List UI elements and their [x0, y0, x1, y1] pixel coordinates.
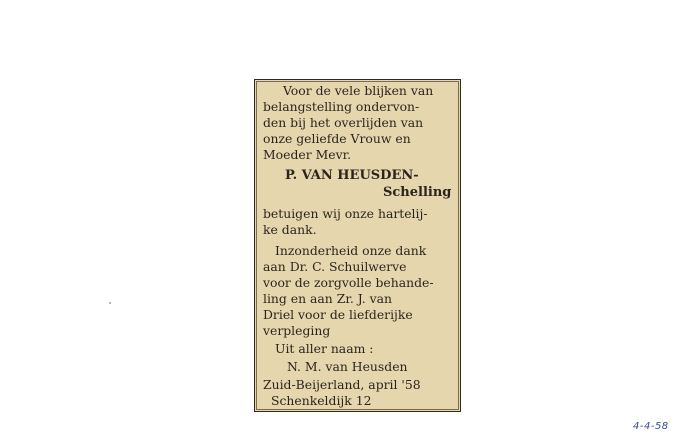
text-line: betuigen wij onze hartelij-: [263, 206, 428, 221]
text-line: onze geliefde Vrouw en: [263, 131, 411, 146]
deceased-name: P. VAN HEUSDEN-: [285, 168, 419, 183]
place-date: Zuid-Beijerland, april '58: [263, 377, 421, 392]
handwritten-date: 4-4-58: [633, 421, 669, 432]
text-line: belangstelling ondervon-: [263, 99, 420, 114]
text-line: aan Dr. C. Schuilwerve: [263, 259, 407, 274]
text-line: ke dank.: [263, 222, 317, 237]
text-line: Inzonderheid onze dank: [275, 243, 427, 258]
signatory-name: N. M. van Heusden: [287, 359, 408, 374]
text-line: voor de zorgvolle behande-: [263, 275, 434, 290]
scan-speck: [109, 302, 111, 304]
text-line: den bij het overlijden van: [263, 115, 424, 130]
newspaper-clipping: [254, 79, 461, 412]
text-line: Voor de vele blijken van: [283, 83, 434, 98]
text-line: Moeder Mevr.: [263, 147, 352, 162]
address: Schenkeldijk 12: [271, 393, 372, 408]
text-line: Driel voor de liefderijke: [263, 307, 413, 322]
signature-intro: Uit aller naam :: [275, 341, 374, 356]
deceased-maiden-name: Schelling: [383, 185, 452, 200]
text-line: ling en aan Zr. J. van: [263, 291, 393, 306]
text-line: verpleging: [263, 323, 331, 338]
